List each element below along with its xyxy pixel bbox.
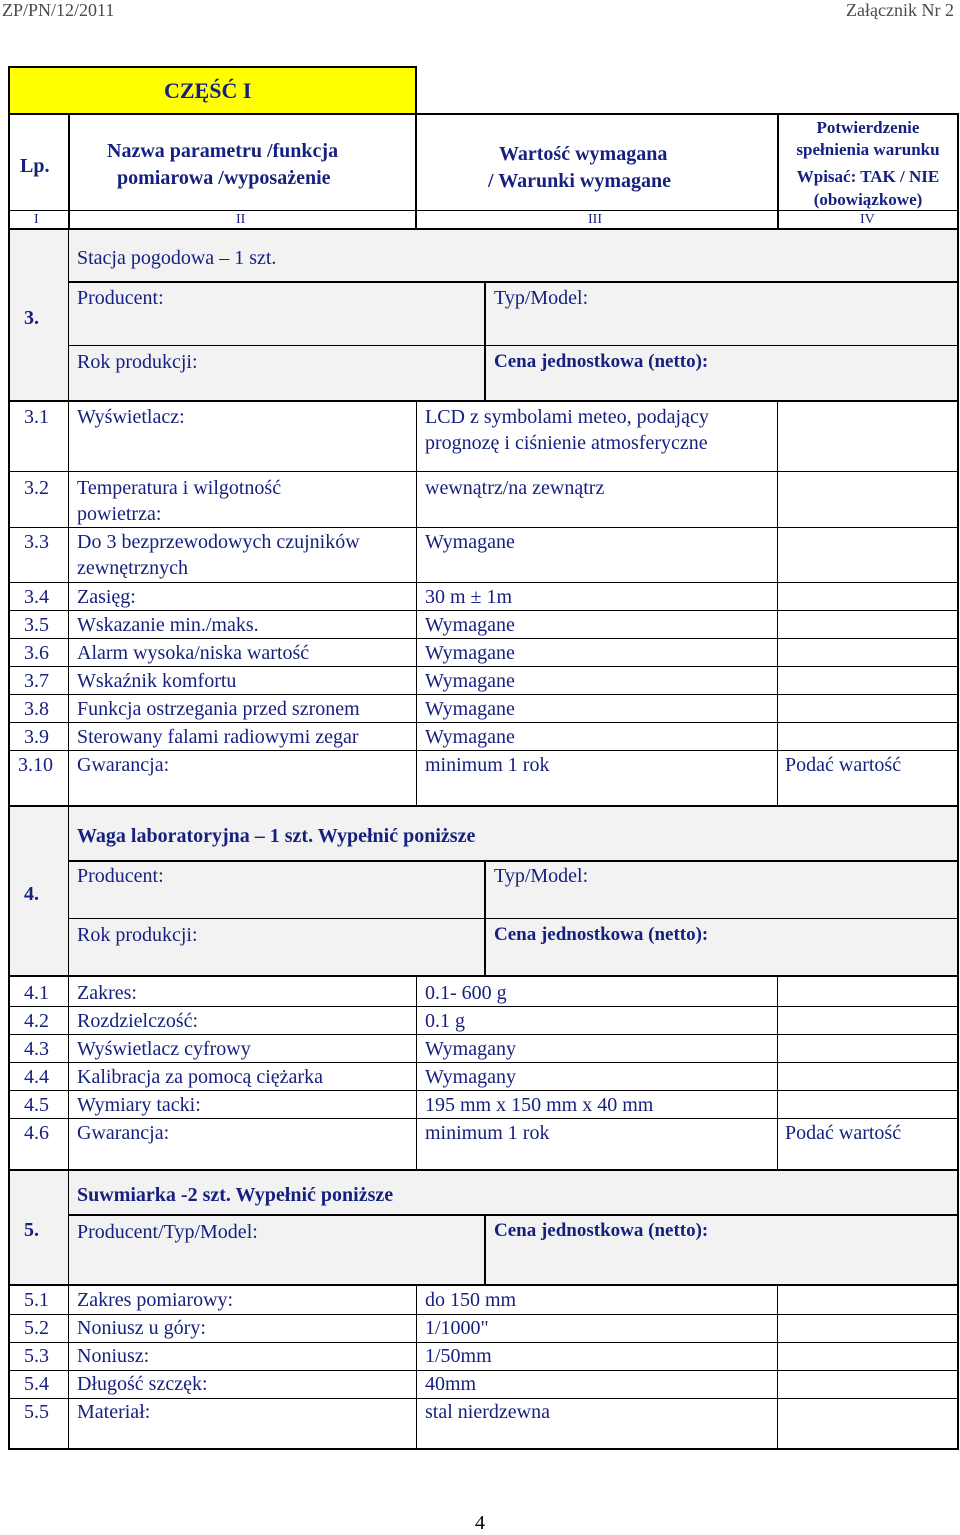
- table-row-confirm[interactable]: Podać wartość: [785, 1122, 902, 1144]
- table-row-name: Zakres:: [77, 982, 137, 1004]
- table-row-lp: 3.4: [24, 586, 49, 608]
- section4-type-model-field[interactable]: Typ/Model:: [494, 865, 589, 887]
- table-row-name: Alarm wysoka/niska wartość: [77, 642, 310, 664]
- table-row-lp: 4.3: [24, 1038, 49, 1060]
- table-row-lp: 5.2: [24, 1317, 49, 1339]
- section3-producer-field[interactable]: Producent:: [77, 287, 164, 309]
- table-row-lp: 4.1: [24, 982, 49, 1004]
- table-row-lp: 4.6: [24, 1122, 49, 1144]
- table-row-lp: 4.4: [24, 1066, 49, 1088]
- table-row-name: Noniusz u góry:: [77, 1317, 206, 1339]
- table-row-value: Wymagane: [425, 642, 515, 664]
- table-row-value: 1/50mm: [425, 1345, 492, 1367]
- name-column-header-line1: Nazwa parametru /funkcja: [107, 140, 339, 162]
- table-row-value: Wymagane: [425, 531, 515, 553]
- section3-year-field[interactable]: Rok produkcji:: [77, 351, 198, 373]
- section3-price-field[interactable]: Cena jednostkowa (netto):: [494, 351, 709, 372]
- confirm-column-header-line4: (obowiązkowe): [813, 190, 923, 209]
- section3-title: Stacja pogodowa – 1 szt.: [77, 247, 277, 269]
- table-row-lp: 5.3: [24, 1345, 49, 1367]
- table-row-name: Rozdzielczość:: [77, 1010, 199, 1032]
- section5-title: Suwmiarka -2 szt. Wypełnić poniższe: [77, 1184, 394, 1206]
- roman-numeral-column-2: II: [236, 212, 246, 227]
- table-row-lp: 3.1: [24, 406, 49, 428]
- table-row-name: Noniusz:: [77, 1345, 150, 1367]
- table-row-value: Wymagany: [425, 1066, 516, 1088]
- table-row-name: Wskazanie min./maks.: [77, 614, 259, 636]
- table-row-name: Do 3 bezprzewodowych czujników: [77, 531, 360, 553]
- table-row-lp: 3.10: [18, 754, 53, 776]
- part-title: CZĘŚĆ I: [164, 78, 252, 103]
- table-row-lp: 3.3: [24, 531, 49, 553]
- table-row-lp: 4.2: [24, 1010, 49, 1032]
- table-row-lp: 5.4: [24, 1373, 49, 1395]
- roman-numeral-column-3: III: [588, 212, 602, 227]
- section4-price-field[interactable]: Cena jednostkowa (netto):: [494, 924, 709, 945]
- section3-type-model-field[interactable]: Typ/Model:: [494, 287, 589, 309]
- table-row-lp: 3.7: [24, 670, 49, 692]
- section3-number: 3.: [24, 307, 39, 329]
- table-row-lp: 3.9: [24, 726, 49, 748]
- table-row-name: Wymiary tacki:: [77, 1094, 201, 1116]
- table-row-name-line2: zewnętrznych: [77, 557, 189, 579]
- roman-numeral-column-1: I: [34, 212, 39, 227]
- document-reference: ZP/PN/12/2011: [2, 0, 115, 20]
- table-row-name: Wyświetlacz cyfrowy: [77, 1038, 251, 1060]
- table-row-value-line2: prognozę i ciśnienie atmosferyczne: [425, 432, 708, 454]
- value-column-header-line1: Wartość wymagana: [499, 143, 668, 165]
- page-number: 4: [475, 1512, 485, 1534]
- section4-producer-field[interactable]: Producent:: [77, 865, 164, 887]
- table-row-lp: 5.5: [24, 1401, 49, 1423]
- table-row-lp: 3.5: [24, 614, 49, 636]
- table-row-value: 0.1 g: [425, 1010, 465, 1032]
- section4-year-field[interactable]: Rok produkcji:: [77, 924, 198, 946]
- table-row-value: minimum 1 rok: [425, 754, 550, 776]
- table-row-name: Materiał:: [77, 1401, 151, 1423]
- table-row-name: Długość szczęk:: [77, 1373, 208, 1395]
- section4-title: Waga laboratoryjna – 1 szt. Wypełnić poniższe: [77, 825, 476, 847]
- table-row-name: Zasięg:: [77, 586, 136, 608]
- roman-numeral-column-4: IV: [860, 212, 875, 227]
- table-row-value: Wymagane: [425, 614, 515, 636]
- table-row-value: 1/1000": [425, 1317, 489, 1339]
- table-row-name: Gwarancja:: [77, 754, 170, 776]
- table-row-value: minimum 1 rok: [425, 1122, 550, 1144]
- section5-producer-type-model-field[interactable]: Producent/Typ/Model:: [77, 1221, 258, 1243]
- value-column-header-line2: / Warunki wymagane: [488, 170, 671, 192]
- table-row-value: Wymagane: [425, 726, 515, 748]
- table-row-value: Wymagane: [425, 670, 515, 692]
- table-row-value: stal nierdzewna: [425, 1401, 550, 1423]
- confirm-column-header-line1: Potwierdzenie: [816, 118, 920, 137]
- table-row-value: LCD z symbolami meteo, podający: [425, 406, 709, 428]
- table-row-lp: 4.5: [24, 1094, 49, 1116]
- table-row-name: Zakres pomiarowy:: [77, 1289, 234, 1311]
- table-row-value: wewnątrz/na zewnątrz: [425, 477, 605, 499]
- confirm-column-header-line3: Wpisać: TAK / NIE: [796, 167, 940, 186]
- table-row-value: 195 mm x 150 mm x 40 mm: [425, 1094, 654, 1116]
- section5-number: 5.: [24, 1219, 39, 1241]
- table-row-value: Wymagane: [425, 698, 515, 720]
- table-row-value: Wymagany: [425, 1038, 516, 1060]
- section4-number: 4.: [24, 883, 39, 905]
- table-row-name: Kalibracja za pomocą ciężarka: [77, 1066, 323, 1088]
- table-row-name-line2: powietrza:: [77, 503, 162, 525]
- table-row-name: Wyświetlacz:: [77, 406, 185, 428]
- table-row-name: Funkcja ostrzegania przed szronem: [77, 698, 360, 720]
- table-row-lp: 3.8: [24, 698, 49, 720]
- table-row-name: Gwarancja:: [77, 1122, 170, 1144]
- table-row-lp: 5.1: [24, 1289, 49, 1311]
- table-row-name: Temperatura i wilgotność: [77, 477, 282, 499]
- table-row-value: 30 m ± 1m: [425, 586, 513, 608]
- table-row-lp: 3.2: [24, 477, 49, 499]
- table-row-lp: 3.6: [24, 642, 49, 664]
- section5-price-field[interactable]: Cena jednostkowa (netto):: [494, 1220, 709, 1241]
- attachment-label: Załącznik Nr 2: [846, 0, 954, 20]
- confirm-column-header-line2: spełnienia warunku: [796, 140, 940, 159]
- lp-column-header: Lp.: [20, 155, 50, 177]
- table-row-name: Sterowany falami radiowymi zegar: [77, 726, 359, 748]
- table-row-confirm[interactable]: Podać wartość: [785, 754, 902, 776]
- table-row-value: 40mm: [425, 1373, 477, 1395]
- table-row-value: 0.1- 600 g: [425, 982, 507, 1004]
- table-row-name: Wskaźnik komfortu: [77, 670, 237, 692]
- name-column-header-line2: pomiarowa /wyposażenie: [117, 167, 331, 189]
- table-row-value: do 150 mm: [425, 1289, 517, 1311]
